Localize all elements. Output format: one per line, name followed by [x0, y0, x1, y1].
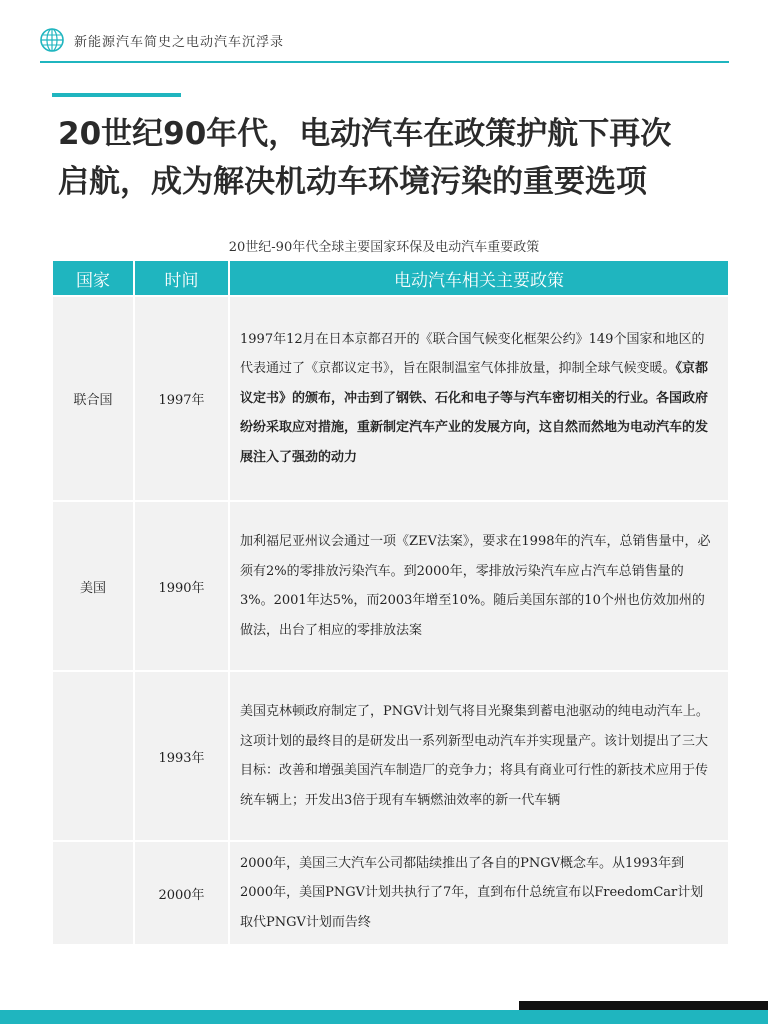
policy-text: 加利福尼亚州议会通过一项《ZEV法案》，要求在1998年的汽车，总销售量中，必须有2%的零排放污染汽车。到2000年，零排放污染汽车应占汽车总销售量的3%。2001年达5%，而2003年增至10%。随后美国东部的10个州也仿效加州的做法，出台了相应的零排放法案	[240, 534, 711, 638]
table-header-row	[53, 261, 728, 295]
policy-cell	[230, 295, 728, 500]
policy-cell	[230, 840, 728, 944]
country-cell: 联合国	[53, 295, 135, 500]
header-divider	[40, 61, 729, 63]
country-cell: 美国	[53, 500, 135, 670]
year-cell: 1993年	[135, 670, 230, 840]
headline-line-2: 启航，成为解决机动车环境污染的重要选项	[58, 164, 647, 200]
page-header	[40, 26, 730, 60]
footer-teal-bar	[0, 1010, 768, 1024]
headline-line-1: 20世纪90年代，电动汽车在政策护航下再次	[58, 116, 672, 152]
country-cell	[53, 840, 135, 944]
table-row	[53, 840, 728, 944]
policy-cell	[230, 670, 728, 840]
year-cell: 2000年	[135, 840, 230, 944]
policy-cell	[230, 500, 728, 670]
policy-text: 1997年12月在日本京都召开的《联合国气候变化框架公约》149个国家和地区的代表通过了《京都议定书》，旨在限制温室气体排放量，抑制全球气候变暖。	[240, 331, 705, 377]
footer-dark-bar	[519, 1001, 768, 1010]
policy-table	[53, 261, 728, 944]
table-row	[53, 500, 728, 670]
country-cell	[53, 670, 135, 840]
headline-accent-bar	[52, 93, 181, 97]
table-row	[53, 670, 728, 840]
year-cell: 1997年	[135, 295, 230, 500]
table-caption: 20世纪-90年代全球主要国家环保及电动汽车重要政策	[228, 240, 540, 255]
column-header-policy: 电动汽车相关主要政策	[230, 261, 728, 295]
column-header-year: 时间	[135, 261, 230, 295]
year-cell: 1990年	[135, 500, 230, 670]
policy-text: 美国克林顿政府制定了，PNGV计划气将目光聚集到蓄电池驱动的纯电动汽车上。这项计划的最终目的是研发出一系列新型电动汽车并实现量产。该计划提出了三大目标：改善和增强美国汽车制造厂的竞争力；将具有商业可行性的新技术应用于传统车辆上；开发出3倍于现有车辆燃油效率的新一代车辆	[240, 704, 709, 808]
policy-text: 2000年，美国三大汽车公司都陆续推出了各自的PNGV概念车。从1993年到2000年，美国PNGV计划共执行了7年，直到布什总统宣布以FreedomCar计划取代PNGV计划而告终	[240, 855, 704, 930]
document-title: 新能源汽车简史之电动汽车沉浮录	[74, 35, 285, 50]
page-headline	[58, 110, 738, 206]
table-row	[53, 295, 728, 500]
globe-icon	[40, 28, 64, 52]
column-header-country: 国家	[53, 261, 135, 295]
policy-text-bold: 《京都议定书》的颁布，冲击到了钢铁、石化和电子等与汽车密切相关的行业。各国政府纷纷采取应对措施，重新制定汽车产业的发展方向，这自然而然地为电动汽车的发展注入了强劲的动力	[240, 361, 709, 465]
